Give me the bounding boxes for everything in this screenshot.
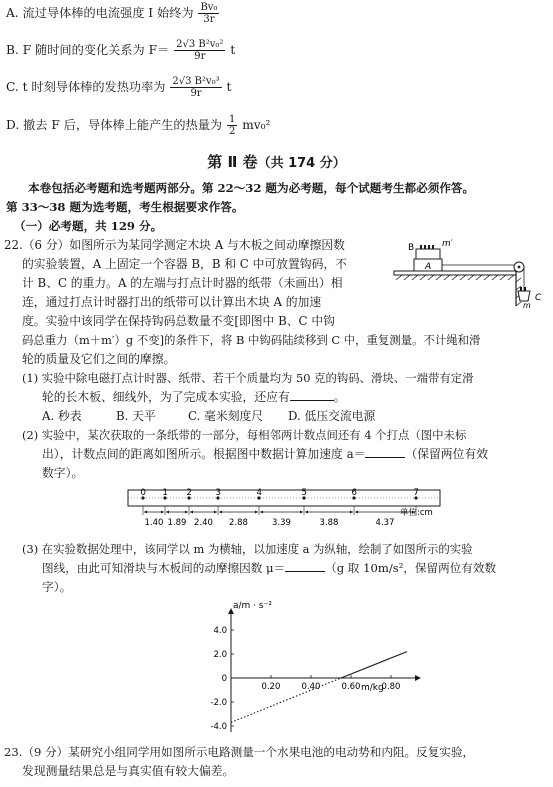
tape-point-label: 2 — [186, 488, 192, 498]
arrow-head — [355, 511, 358, 514]
a-vs-m-chart — [195, 596, 401, 736]
choice-a: A. 秒表 — [42, 409, 82, 423]
option-a: A. 流过导体棒的电流强度 I 始终为 $\frac{\text{Bv₀}}{3r}$ — [6, 2, 218, 25]
arrow-head — [214, 511, 217, 514]
tape-point-label: 3 — [215, 488, 221, 498]
fraction: $\frac{\text{2√3 B²v₀³}}{9r}$ — [172, 76, 220, 99]
tape-distance-label: 4.37 — [375, 518, 395, 528]
label-c: C — [535, 293, 542, 303]
y-tick-label: -2.0 — [210, 698, 227, 708]
q22-part1-line: (1) 实验中除电磁打点计时器、纸带、若干个质量均为 50 克的钩码、滑块、一端带有定滑 — [22, 371, 474, 385]
series-line — [341, 652, 407, 678]
q22-part2-line: 数字）。 — [42, 466, 84, 480]
tape-point-label: 4 — [256, 488, 262, 498]
arrow-head — [190, 511, 193, 514]
q23-line: 23.（9 分）某研究小组同学用如图所示电路测量一个水果电池的电动势和内阻。反复实验， — [4, 745, 475, 759]
tape-distance-label: 2.40 — [194, 518, 213, 528]
y-tick-label: 4.0 — [213, 626, 227, 636]
q22-line: 计 B、C 的重力。A 的左端与打点计时器的纸带（未画出）相 — [22, 276, 343, 290]
series-line-extrapolated — [231, 678, 341, 722]
paper-tape-figure — [120, 482, 450, 530]
q22-choices — [42, 408, 376, 424]
choice-c: C. 毫米刻度尺 — [188, 409, 264, 423]
tape-point-label: 0 — [140, 488, 146, 498]
fraction: $\frac{\text{Bv₀}}{3r}$ — [200, 2, 218, 25]
chart-ylabel: a/m · s⁻² — [233, 601, 272, 611]
choice-d: D. 低压交流电源 — [288, 409, 376, 423]
q22-line: 22.（6 分）如图所示为某同学测定木块 A 与木板之间动摩擦因数 — [4, 238, 345, 252]
option-c: C. t 时刻导体棒的发热功率为 $\frac{\text{2√3 B²v₀³}}{9r}$ t — [6, 76, 232, 99]
y-tick-label: -4.0 — [210, 722, 227, 732]
tape-distance-label: 3.39 — [272, 518, 291, 528]
tape-point-label: 1 — [162, 488, 168, 498]
arrow-head — [161, 511, 164, 514]
chart-xlabel: m/kg — [361, 683, 384, 693]
arrow-head — [255, 511, 258, 514]
y-tick-label: 0 — [221, 674, 227, 684]
tape-point-label: 7 — [413, 488, 419, 498]
arrow-head — [350, 511, 353, 514]
fraction: $\frac{1}{2}$ — [228, 114, 236, 137]
q22-line: 的实验装置，A 上固定一个容器 B，B 和 C 中可放置钩码，不 — [22, 257, 347, 271]
sub-heading: （一）必考题，共 129 分。 — [14, 219, 163, 233]
tape-distance-label: 3.88 — [319, 518, 339, 528]
x-tick-label: 0.60 — [341, 682, 361, 692]
tape-distance-label: 1.89 — [167, 518, 187, 528]
tape-point-label: 5 — [301, 488, 307, 498]
arrow-head — [219, 511, 222, 514]
answer-blank[interactable] — [285, 571, 325, 572]
label-b: B — [408, 243, 415, 253]
q23-line: 发现测量结果总是与真实值有较大偏差。 — [22, 764, 235, 778]
apparatus-figure — [392, 236, 550, 308]
x-axis-arrow — [415, 675, 421, 681]
section-intro-1: 本卷包括必考题和选考题两部分。第 22～32 题为必考题，每个试题考生都必须作答。 — [28, 181, 475, 195]
q22-part2-line: 出），计数点间的距离如图所示。根据图中数据计算加速度 a＝ （保留两位有效 — [42, 447, 488, 461]
label-a: A — [425, 262, 432, 272]
fraction: $\frac{\text{2√3 B²v₀²}}{9r}$ — [176, 39, 224, 62]
answer-blank[interactable] — [290, 400, 334, 401]
label-m-prime: m′ — [442, 239, 453, 249]
q22-part3-line: 字）。 — [42, 580, 72, 594]
tape-unit: 单位:cm — [400, 508, 433, 518]
x-tick-label: 0.80 — [381, 682, 401, 692]
answer-blank[interactable] — [365, 457, 405, 458]
q22-line: 度。实验中该同学在保持钩码总数量不变[即图中 B、C 中钩 — [22, 314, 335, 328]
arrow-head — [185, 511, 188, 514]
q22-line: 连，通过打点计时器打出的纸带可以计算出木块 A 的加速 — [22, 295, 322, 309]
tape-point-label: 6 — [351, 488, 357, 498]
q22-part3-line: (3) 在实验数据处理中，该同学以 m 为横轴，以加速度 a 为纵轴，绘制了如图所示的实验 — [22, 542, 473, 556]
option-d: D. 撤去 F 后，导体棒上能产生的热量为 $\frac{1}{2}$ mv₀² — [6, 114, 271, 137]
tape-distance-label: 1.40 — [144, 518, 164, 528]
option-b: B. F 随时间的变化关系为 F＝ $\frac{\text{2√3 B²v₀²}}{9r}$ t — [6, 39, 236, 62]
q22-part2-line: (2) 实验中，某次获取的一条纸带的一部分，每相邻两计数点间还有 4 个打点（图中未标 — [22, 428, 467, 442]
choice-b: B. 天平 — [116, 409, 156, 423]
tape-distance-label: 2.88 — [229, 518, 248, 528]
q22-line: 轮的质量及它们之间的摩擦。 — [22, 352, 176, 366]
y-tick-label: 2.0 — [213, 650, 227, 660]
arrow-head — [305, 511, 308, 514]
arrow-head — [144, 511, 147, 514]
q22-part1-line: 轮的长木板、细线外，为了完成本实验，还应有 。 — [42, 390, 346, 404]
x-tick-label: 0.20 — [261, 682, 281, 692]
q22-line: 码总重力（m＋m′）g 不变]的条件下，将 B 中钩码陆续移到 C 中，重复测量。不计绳和滑 — [22, 333, 481, 347]
label-m: m — [523, 301, 531, 310]
q22-part3-line: 图线，由此可知滑块与木板间的动摩擦因数 μ＝ （g 取 10m/s²，保留两位有效数 — [42, 561, 497, 575]
section-intro-2: 第 33～38 题为选考题，考生根据要求作答。 — [6, 200, 244, 214]
x-tick-label: 0.40 — [301, 682, 321, 692]
arrow-head — [260, 511, 263, 514]
section-heading: 第 Ⅱ 卷（共 174 分） — [207, 153, 346, 171]
arrow-head — [300, 511, 303, 514]
arrow-head — [166, 511, 169, 514]
